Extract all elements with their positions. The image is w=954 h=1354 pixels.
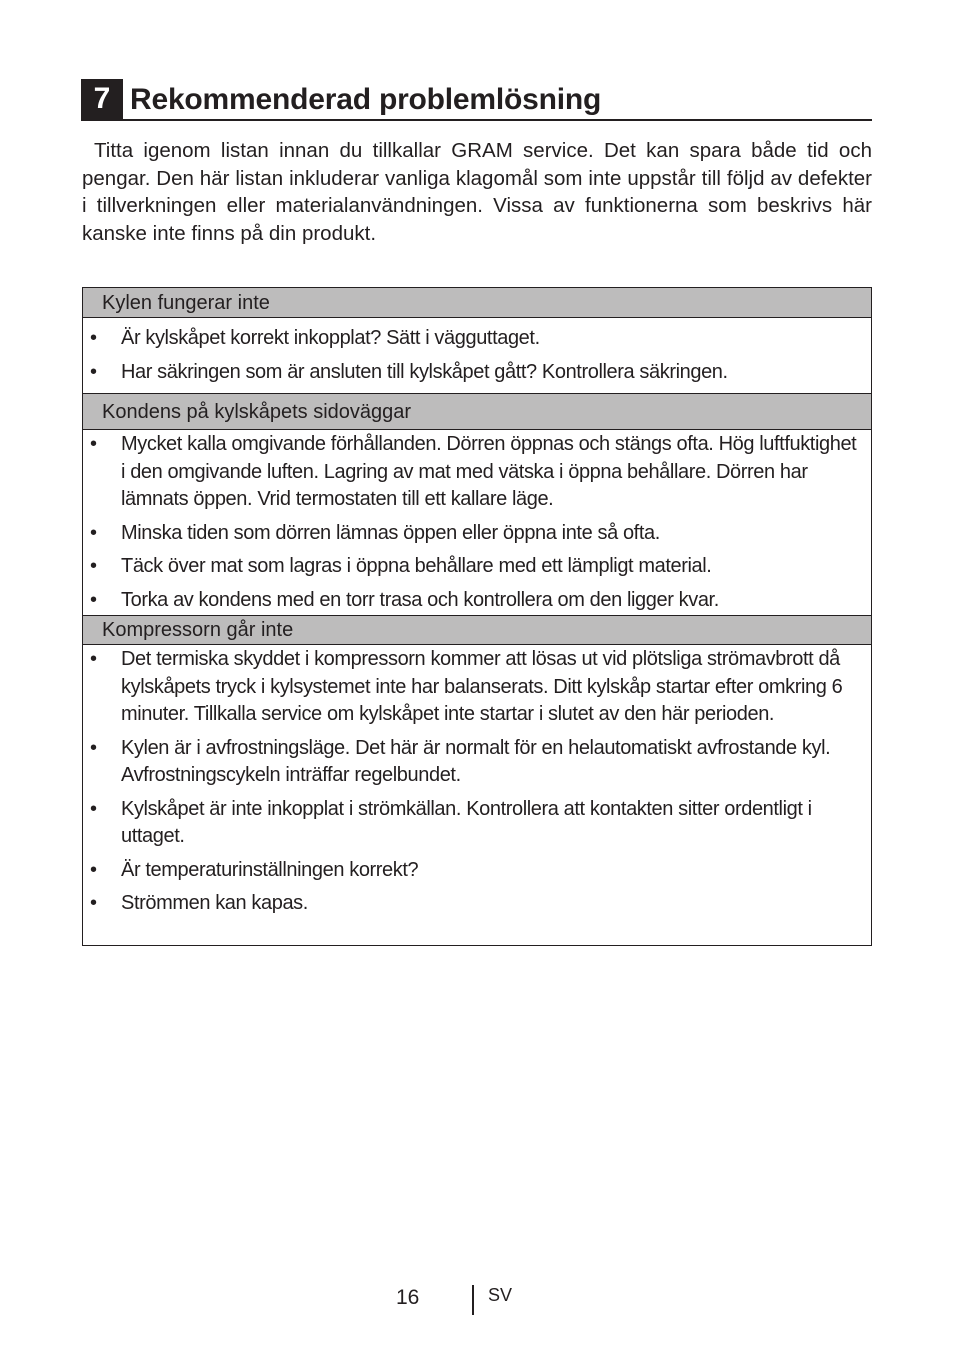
section-heading (81, 78, 872, 121)
bullet-icon: • (90, 588, 97, 611)
list-item (83, 587, 871, 615)
list-item-text: Täck över mat som lagras i öppna behållare med ett lämpligt material. (121, 555, 712, 577)
list-item (83, 735, 871, 790)
bullet-icon: • (90, 555, 97, 577)
list-item (83, 359, 871, 387)
list-item (83, 857, 871, 885)
intro-paragraph: Titta igenom listan innan du tillkallar GRAM service. Det kan spara både tid och pengar. Den här listan inkluderar vanliga klagomål som inte uppstår till följd av defekter i tillverkningen eller materialanvändningen. Vissa av funktionerna som beskrivs här kanske inte finns på din produkt. (82, 139, 872, 245)
list-item (83, 325, 871, 353)
troubleshooting-table (82, 287, 872, 946)
list-item-text: Det termiska skyddet i kompressorn kommer att lösas ut vid plötsliga strömavbrott då kylskåpets tryck i kylsystemet inte har balanserats. Ditt kylskåp startar efter omkring 6 minuter. Tillkalla service om kylskåpet inte startar i slutet av den här perioden. (121, 648, 843, 725)
list-item (83, 431, 871, 514)
list-item-text: Är temperaturinställningen korrekt? (121, 858, 419, 881)
list-item-text: Torka av kondens med en torr trasa och kontrollera om den ligger kvar. (121, 588, 719, 611)
section-title: Rekommenderad problemlösning (130, 83, 602, 116)
list-item-text: Kylen är i avfrostningsläge. Det här är normalt för en helautomatiskt avfrostande kyl. Avfrostningscykeln inträffar regelbundet. (121, 736, 831, 786)
bullet-icon: • (90, 433, 97, 455)
list-item (83, 553, 871, 581)
list-item (83, 890, 871, 918)
list-item (83, 520, 871, 548)
bullet-icon: • (90, 521, 97, 544)
list-item-text: Har säkringen som är ansluten till kylskåpet gått? Kontrollera säkringen. (121, 361, 728, 383)
bullet-icon: • (90, 858, 97, 881)
bullet-icon: • (90, 327, 97, 349)
list-item-text: Mycket kalla omgivande förhållanden. Dörren öppnas och stängs ofta. Hög luftfuktighet i den omgivande luften. Lagring av mat med vätska i öppna behållare. Dörren har lämnats öppen. Vrid termostaten till ett kallare läge. (121, 433, 857, 510)
list-item-text: Strömmen kan kapas. (121, 892, 308, 914)
bullet-icon: • (90, 736, 97, 759)
bullet-icon: • (90, 892, 97, 914)
page-number: 16 (396, 1286, 420, 1309)
bullet-icon: • (90, 797, 97, 820)
list-item-text: Är kylskåpet korrekt inkopplat? Sätt i vägguttaget. (121, 327, 540, 349)
solution-list (83, 318, 871, 394)
language-code: SV (488, 1285, 513, 1305)
list-item (83, 796, 871, 851)
problem-header: Kylen fungerar inte (83, 288, 871, 318)
bullet-icon: • (90, 361, 97, 383)
bullet-icon: • (90, 648, 97, 670)
list-item-text: Minska tiden som dörren lämnas öppen eller öppna inte så ofta. (121, 521, 660, 544)
footer-divider (472, 1285, 474, 1315)
solution-list (83, 430, 871, 616)
section-number-badge: 7 (81, 79, 123, 119)
solution-list (83, 645, 871, 946)
problem-header: Kompressorn går inte (83, 616, 871, 645)
problem-header: Kondens på kylskåpets sidoväggar (83, 394, 871, 430)
list-item-text: Kylskåpet är inte inkopplat i strömkällan. Kontrollera att kontakten sitter ordentligt i uttaget. (121, 797, 812, 847)
list-item (83, 646, 871, 729)
